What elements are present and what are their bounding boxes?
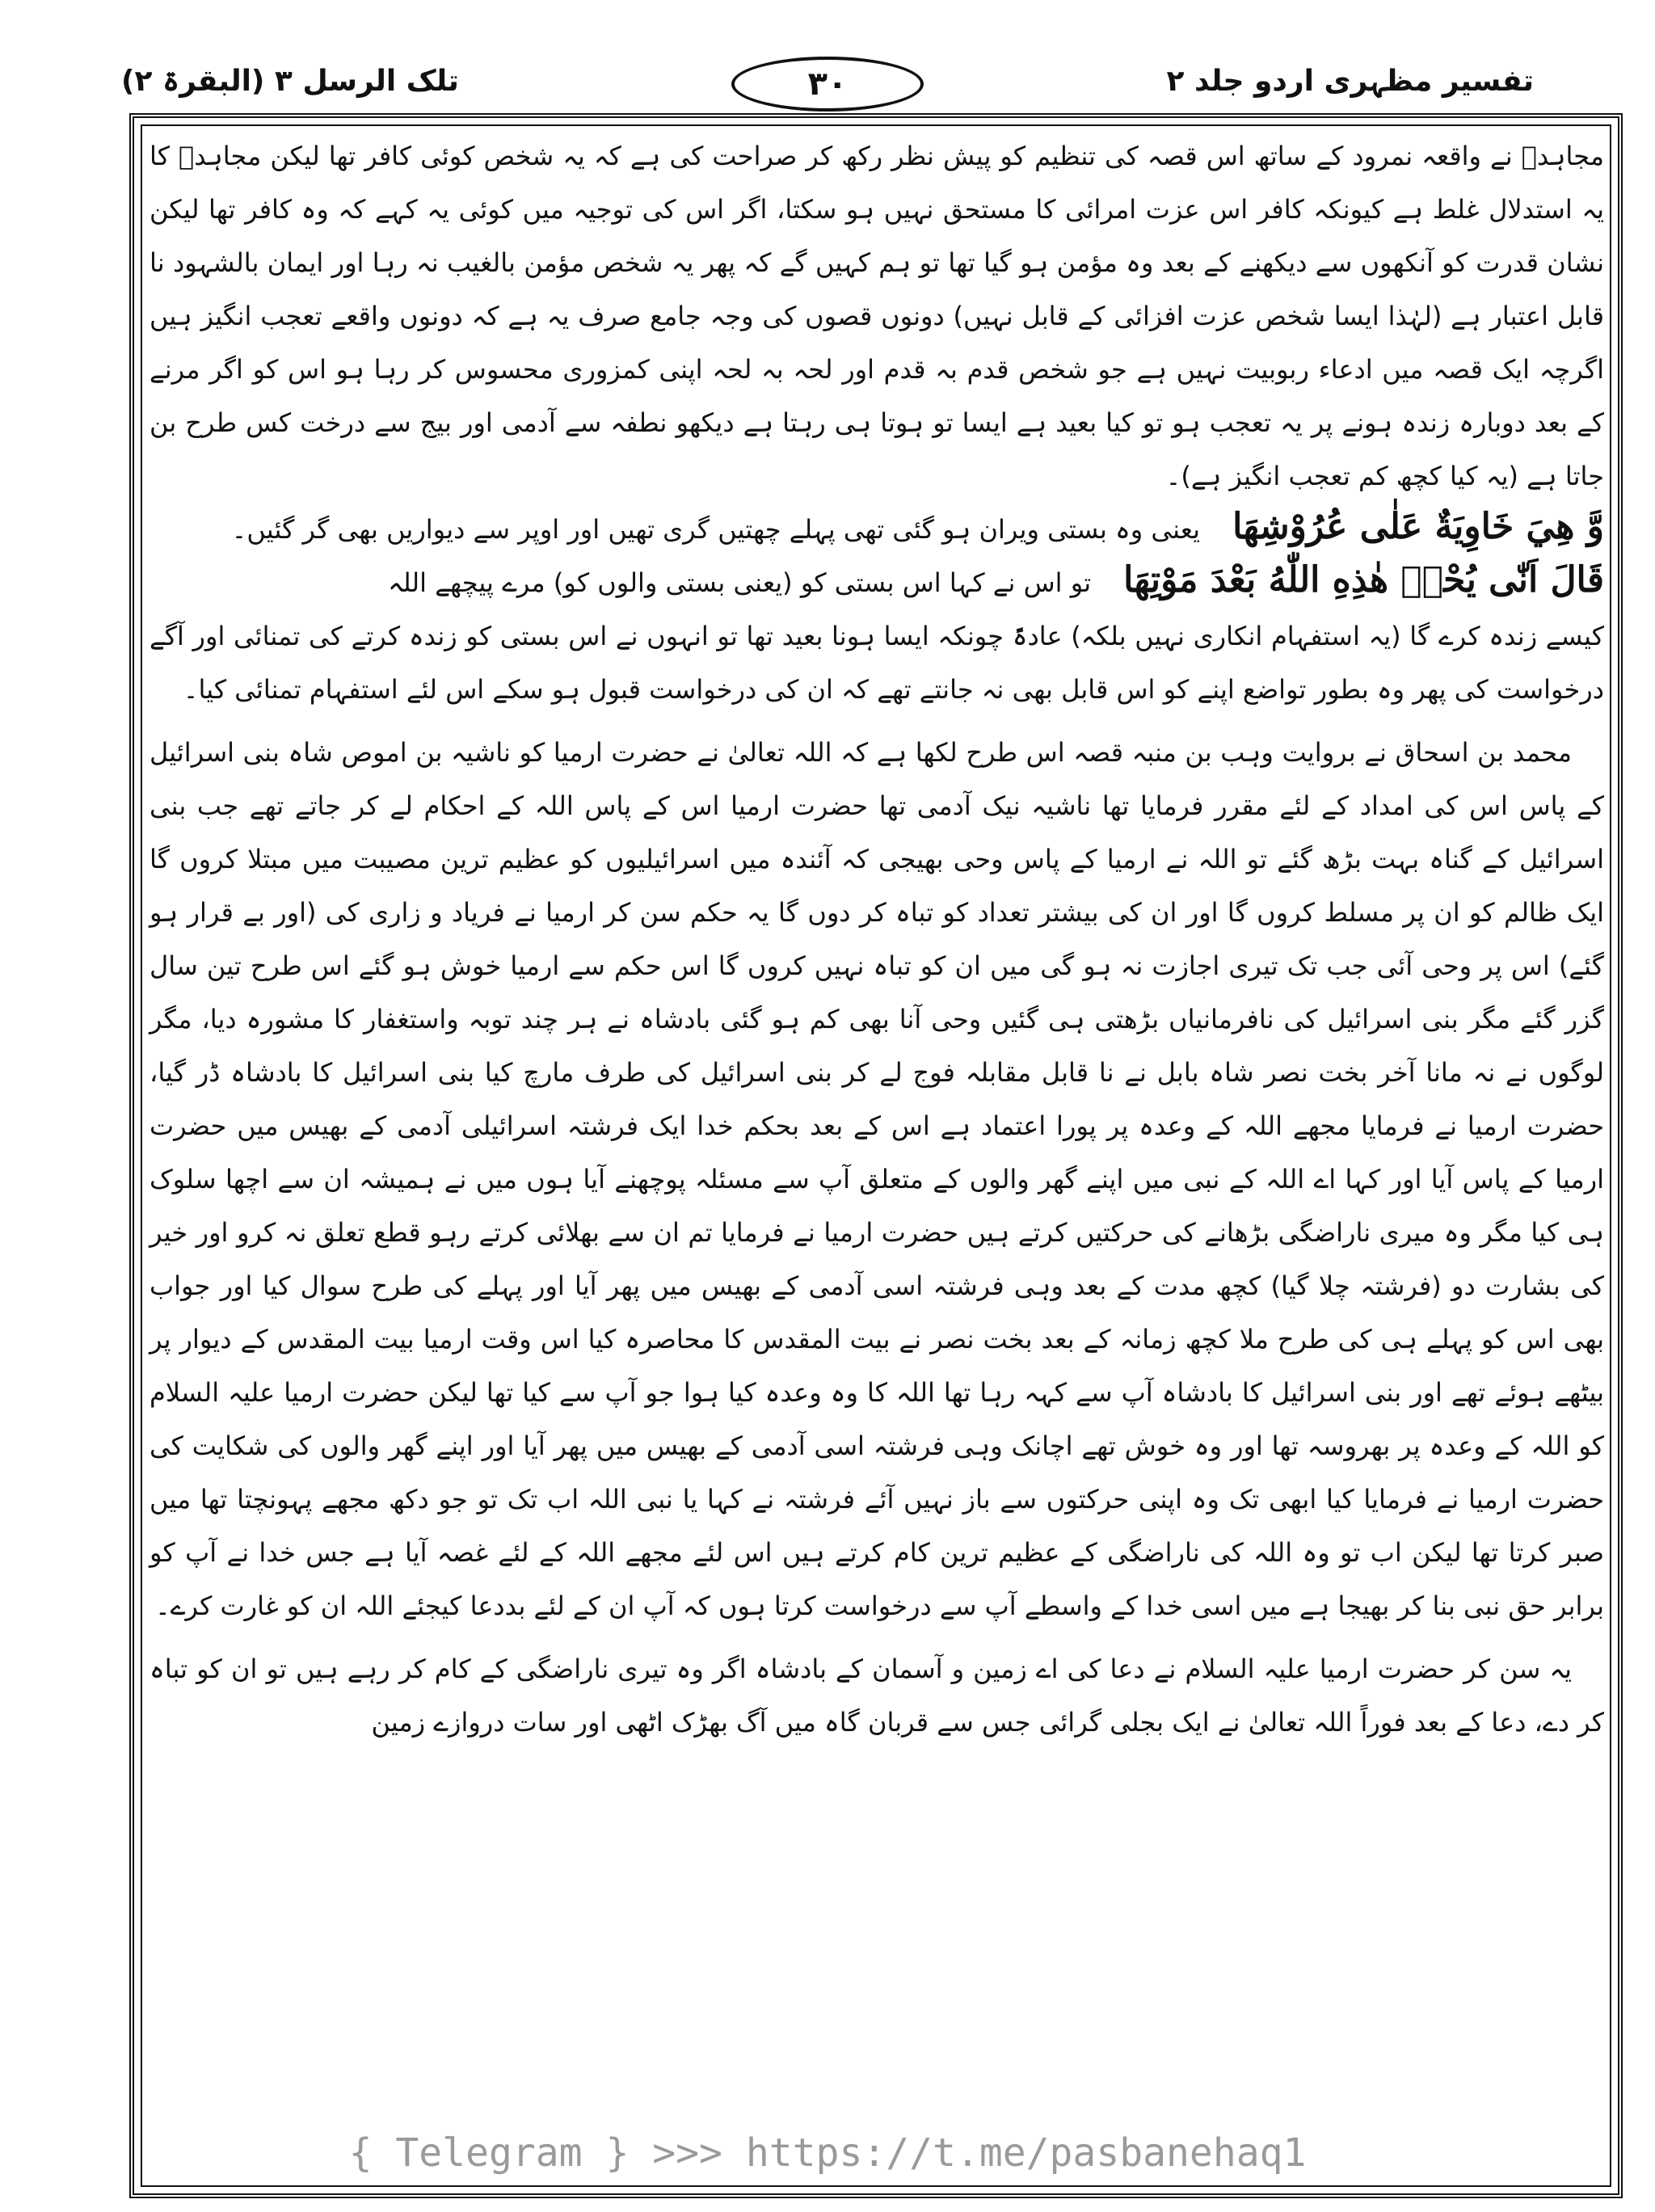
book-title: تفسیر مظہری اردو جلد ۲	[1166, 65, 1534, 98]
verse-2-translation: تو اس نے کہا اس بستی کو (یعنی بستی والوں کو) مرے پیچھے اللہ	[388, 567, 1092, 598]
verse-1-translation: یعنی وہ بستی ویران ہو گئی تھی پہلے چھتیں گری تھیں اور اوپر سے دیواریں بھی گر گئیں۔	[231, 514, 1201, 545]
watermark-link: { Telegram } >>> https://t.me/pasbanehaq1	[348, 2130, 1307, 2176]
paragraph-1: مجاہدؒ نے واقعہ نمرود کے ساتھ اس قصہ کی تنظیم کو پیش نظر رکھ کر صراحت کی ہے کہ یہ شخص کوئی کافر تھا لیکن مجاہدؒ کا یہ استدلال غلط ہے کیونکہ کافر اس عزت امرائی کا مستحق نہیں ہو سکتا، اگر اس کی توجیہ میں کوئی یہ کہے کہ وہ کافر تھا لیکن نشان قدرت کو آنکھوں سے دیکھنے کے بعد وہ مؤمن ہو گیا تھا تو ہم کہیں گے کہ پھر یہ شخص مؤمن بالغیب نہ رہا اور ایمان بالشہود نا قابل اعتبار ہے (لہٰذا ایسا شخص عزت افزائی کے قابل نہیں) دونوں قصوں کی وجہ جامع صرف یہ ہے کہ دونوں واقعے تعجب انگیز ہیں اگرچہ ایک قصہ میں ادعاء ربوبیت نہیں ہے جو شخص قدم بہ قدم اور لحہ بہ لحہ اپنی کمزوری محسوس کر رہا ہو اس کو اگر مرنے کے بعد دوبارہ زندہ ہونے پر یہ تعجب ہو تو کیا بعید ہے ایسا تو ہوتا ہی رہتا ہے دیکھو نطفہ سے آدمی اور بیج سے درخت کس طرح بن جاتا ہے (یہ کیا کچھ کم تعجب انگیز ہے)۔	[149, 141, 1605, 491]
paragraph-3: محمد بن اسحاق نے بروایت وہب بن منبہ قصہ اس طرح لکھا ہے کہ اللہ تعالیٰ نے حضرت ارمیا کو ناشیہ بن اموص شاہ بنی اسرائیل کے پاس اس کی امداد کے لئے مقرر فرمایا تھا ناشیہ نیک آدمی تھا حضرت ارمیا اس کے پاس اللہ کے احکام لے کر جاتے تھے جب بنی اسرائیل کے گناہ بہت بڑھ گئے تو اللہ نے ارمیا کے پاس وحی بھیجی کہ آئندہ میں اسرائیلیوں کو عظیم ترین مصیبت میں مبتلا کروں گا ایک ظالم کو ان پر مسلط کروں گا اور ان کی بیشتر تعداد کو تباہ کر دوں گا یہ حکم سن کر ارمیا نے فریاد و زاری کی (اور بے قرار ہو گئے) اس پر وحی آئی جب تک تیری اجازت نہ ہو گی میں ان کو تباہ نہیں کروں گا اس حکم سے ارمیا خوش ہو گئے اس طرح تین سال گزر گئے مگر بنی اسرائیل کی نافرمانیاں بڑھتی ہی گئیں وحی آنا بھی کم ہو گئی بادشاہ نے ہر چند توبہ واستغفار کا مشورہ دیا، مگر لوگوں نے نہ مانا آخر بخت نصر شاہ بابل نے نا قابل مقابلہ فوج لے کر بنی اسرائیل کی طرف مارچ کیا بنی اسرائیل کا بادشاہ ڈر گیا، حضرت ارمیا نے فرمایا مجھے اللہ کے وعدہ پر پورا اعتماد ہے اس کے بعد بحکم خدا ایک فرشتہ اسرائیلی آدمی کے بھیس میں حضرت ارمیا کے پاس آیا اور کہا اے اللہ کے نبی میں اپنے گھر والوں کے متعلق آپ سے مسئلہ پوچھنے آیا ہوں میں نے ہمیشہ ان سے اچھا سلوک ہی کیا مگر وہ میری ناراضگی بڑھانے کی حرکتیں کرتے ہیں حضرت ارمیا نے فرمایا تم ان سے بھلائی کرتے رہو قطع تعلق نہ کرو اور خیر کی بشارت دو (فرشتہ چلا گیا) کچھ مدت کے بعد وہی فرشتہ اسی آدمی کے بھیس میں پھر آیا اور پہلے کی طرح سوال کیا اور جواب بھی اس کو پہلے ہی کی طرح ملا کچھ زمانہ کے بعد بخت نصر نے بیت المقدس کا محاصرہ کیا اس وقت ارمیا بیت المقدس کے دیوار پر بیٹھے ہوئے تھے اور بنی اسرائیل کا بادشاہ آپ سے کہہ رہا تھا اللہ کا وہ وعدہ کیا ہوا جو آپ سے کیا تھا لیکن حضرت ارمیا علیہ السلام کو اللہ کے وعدہ پر بھروسہ تھا اور وہ خوش تھے اچانک وہی فرشتہ اسی آدمی کے بھیس میں پھر آیا اور اپنے گھر والوں کی شکایت کی حضرت ارمیا نے فرمایا کیا ابھی تک وہ اپنی حرکتوں سے باز نہیں آئے فرشتہ نے کہا یا نبی اللہ اب تک تو جو دکھ مجھے پہونچتا تھا میں صبر کرتا تھا لیکن اب تو وہ اللہ کی ناراضگی کے عظیم ترین کام کرتے ہیں اس لئے مجھے اللہ کے لئے غصہ آیا ہے جس خدا نے آپ کو برابر حق نبی بنا کر بھیجا ہے میں اسی خدا کے واسطے آپ سے درخواست کرتا ہوں کہ آپ ان کے لئے بددعا کیجئے اللہ ان کو غارت کرے۔	[149, 737, 1605, 1621]
paragraph-4: یہ سن کر حضرت ارمیا علیہ السلام نے دعا کی اے زمین و آسمان کے بادشاہ اگر وہ تیری ناراضگی کے کام کر رہے ہیں تو ان کو تباہ کر دے، دعا کے بعد فوراً اللہ تعالیٰ نے ایک بجلی گرائی جس سے قربان گاہ میں آگ بھڑک اٹھی اور سات دروازے زمین	[149, 1654, 1604, 1738]
page-content	[149, 129, 1604, 2174]
verse-2	[149, 556, 1604, 609]
page-number: ۳۰	[731, 57, 924, 112]
paragraph-2: کیسے زندہ کرے گا (یہ استفہام انکاری نہیں بلکہ) عادۃً چونکہ ایسا ہونا بعید تھا تو انہوں نے اس بستی کو زندہ کرتے کی تمنائی اور آگے درخواست کی پھر وہ بطور تواضع اپنے کو اس قابل بھی نہ جانتے تھے کہ ان کی درخواست قبول ہو سکے اس لئے استفہام تمنائی کیا۔	[149, 621, 1604, 705]
verse-1-arabic: وَّ هِيَ خَاوِيَةٌ عَلٰى عُرُوْشِهَا	[1232, 506, 1604, 547]
verse-1	[149, 503, 1604, 556]
verse-2-arabic: قَالَ اَنّٰى يُحْيٖ هٰذِهِ اللّٰهُ بَعْدَ مَوْتِهَا	[1123, 559, 1604, 600]
section-title: تلک الرسل ۳ (البقرۃ ۲)	[121, 65, 459, 98]
